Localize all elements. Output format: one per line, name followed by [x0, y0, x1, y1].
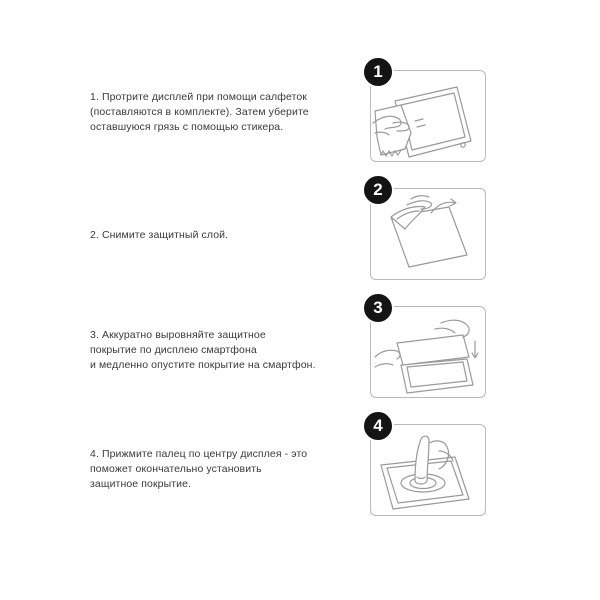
- step-4-line-2: поможет окончательно установить: [90, 463, 262, 475]
- step-1-line-2: (поставляются в комплекте). Затем уберите: [90, 106, 309, 118]
- step-1-line-1: 1. Протрите дисплей при помощи салфеток: [90, 91, 307, 103]
- step-3-line-1: 3. Аккуратно выровняйте защитное: [90, 329, 266, 341]
- step-4-text: [90, 447, 370, 492]
- step-4-line-3: защитное покрытие.: [90, 478, 192, 490]
- step-3-badge: 3: [362, 292, 394, 324]
- step-2-badge: 2: [362, 174, 394, 206]
- step-4-badge: 4: [362, 410, 394, 442]
- align-film-icon: [371, 307, 486, 398]
- step-1-text: [90, 90, 370, 135]
- step-2-line-1: 2. Снимите защитный слой.: [90, 229, 229, 241]
- step-3-text: [90, 328, 370, 373]
- peel-film-icon: [371, 189, 486, 280]
- wipe-screen-icon: [371, 71, 486, 162]
- step-2-text: [90, 228, 370, 243]
- step-1-line-3: оставшуюся грязь с помощью стикера.: [90, 121, 284, 133]
- step-4-line-1: 4. Прижмите палец по центру дисплея - это: [90, 448, 308, 460]
- step-3-line-2: покрытие по дисплею смартфона: [90, 344, 257, 356]
- step-1-badge: 1: [362, 56, 394, 88]
- press-center-icon: [371, 425, 486, 516]
- step-3-line-3: и медленно опустите покрытие на смартфон.: [90, 359, 316, 371]
